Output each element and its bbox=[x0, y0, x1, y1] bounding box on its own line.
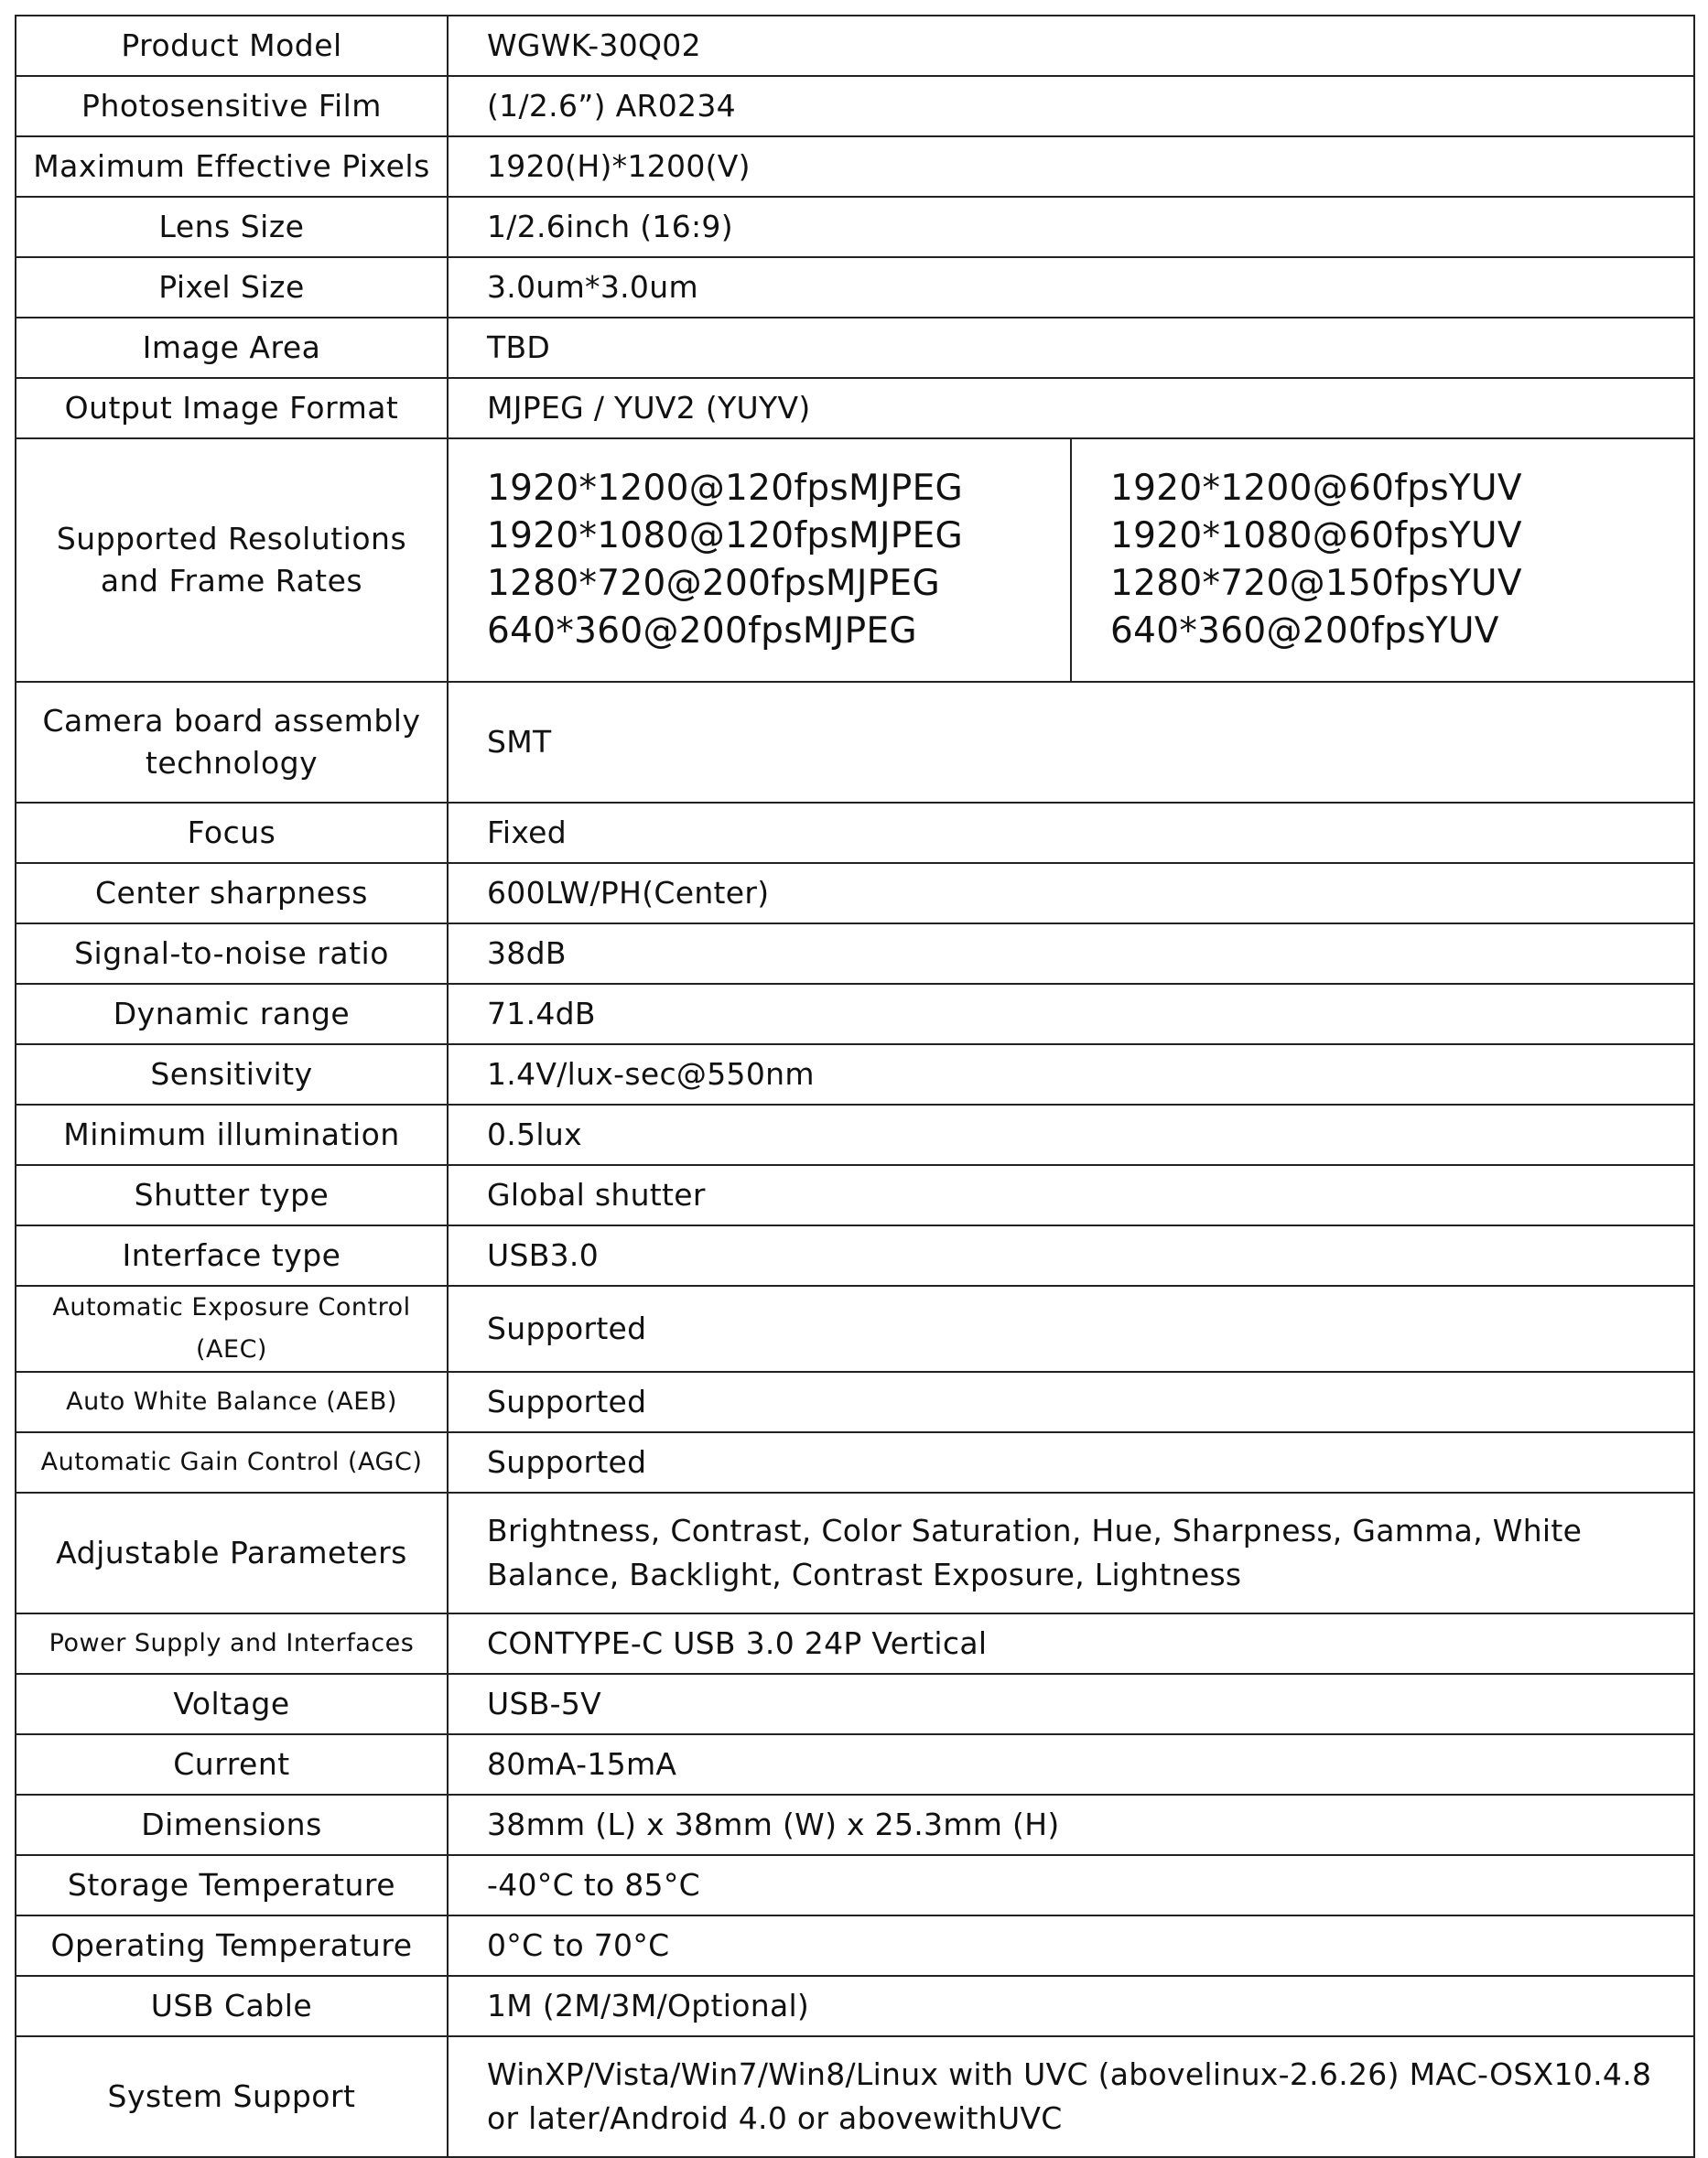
spec-value bbox=[448, 1493, 1694, 1613]
resolution-item: 640*360@200fpsMJPEG bbox=[487, 610, 917, 652]
spec-label: Auto White Balance (AEB) bbox=[16, 1372, 448, 1432]
spec-value: TBD bbox=[448, 318, 1694, 378]
spec-label: Current bbox=[16, 1734, 448, 1795]
table-row bbox=[16, 923, 1694, 984]
spec-value: Supported bbox=[448, 1372, 1694, 1432]
spec-label: USB Cable bbox=[16, 1976, 448, 2036]
table-row bbox=[16, 1432, 1694, 1493]
table-row bbox=[16, 984, 1694, 1044]
resolution-item: 1920*1200@120fpsMJPEG bbox=[487, 468, 964, 509]
spec-value: Supported bbox=[448, 1286, 1694, 1372]
resolution-item: 1920*1080@60fpsYUV bbox=[1110, 515, 1522, 556]
table-row bbox=[16, 136, 1694, 197]
spec-value: 600LW/PH(Center) bbox=[448, 863, 1694, 923]
spec-value: 0°C to 70°C bbox=[448, 1915, 1694, 1976]
spec-value: 1/2.6inch (16:9) bbox=[448, 197, 1694, 257]
spec-label: Product Model bbox=[16, 16, 448, 76]
table-row bbox=[16, 318, 1694, 378]
spec-label: Interface type bbox=[16, 1225, 448, 1286]
spec-value-line: WinXP/Vista/Win7/Win8/Linux with UVC (abovelinux-2.6.26) MAC-OSX10.4.8 bbox=[487, 2056, 1652, 2092]
spec-label: Lens Size bbox=[16, 197, 448, 257]
spec-label: Output Image Format bbox=[16, 378, 448, 438]
spec-value: (1/2.6”) AR0234 bbox=[448, 76, 1694, 136]
spec-value-line: Balance, Backlight, Contrast Exposure, Lightness bbox=[487, 1557, 1242, 1592]
spec-label: Minimum illumination bbox=[16, 1105, 448, 1165]
spec-label-line: and Frame Rates bbox=[100, 563, 363, 599]
spec-label: Sensitivity bbox=[16, 1044, 448, 1105]
spec-value: WGWK-30Q02 bbox=[448, 16, 1694, 76]
spec-label-line: Camera board assembly bbox=[42, 703, 421, 739]
spec-label: Shutter type bbox=[16, 1165, 448, 1225]
spec-value: 38mm (L) x 38mm (W) x 25.3mm (H) bbox=[448, 1795, 1694, 1855]
spec-label: Maximum Effective Pixels bbox=[16, 136, 448, 197]
spec-value: Supported bbox=[448, 1432, 1694, 1493]
spec-label: Automatic Gain Control (AGC) bbox=[16, 1432, 448, 1493]
spec-value: 38dB bbox=[448, 923, 1694, 984]
spec-value: MJPEG / YUV2 (YUYV) bbox=[448, 378, 1694, 438]
spec-table bbox=[15, 15, 1695, 2158]
spec-label: Storage Temperature bbox=[16, 1855, 448, 1915]
resolution-item: 1280*720@200fpsMJPEG bbox=[487, 563, 940, 604]
spec-value: 80mA-15mA bbox=[448, 1734, 1694, 1795]
spec-label: Photosensitive Film bbox=[16, 76, 448, 136]
spec-value: 71.4dB bbox=[448, 984, 1694, 1044]
table-row bbox=[16, 1795, 1694, 1855]
resolutions-grid bbox=[449, 439, 1693, 681]
resolution-item: 1280*720@150fpsYUV bbox=[1110, 563, 1522, 604]
table-row bbox=[16, 1734, 1694, 1795]
spec-value: USB3.0 bbox=[448, 1225, 1694, 1286]
spec-label: Signal-to-noise ratio bbox=[16, 923, 448, 984]
spec-value bbox=[448, 2036, 1694, 2157]
spec-label: Operating Temperature bbox=[16, 1915, 448, 1976]
table-row bbox=[16, 1225, 1694, 1286]
spec-value: CONTYPE-C USB 3.0 24P Vertical bbox=[448, 1613, 1694, 1674]
spec-label: Dimensions bbox=[16, 1795, 448, 1855]
table-row bbox=[16, 1286, 1694, 1372]
resolutions-cell bbox=[448, 438, 1694, 682]
spec-label-line: technology bbox=[145, 745, 319, 781]
table-row bbox=[16, 1915, 1694, 1976]
table-row bbox=[16, 1613, 1694, 1674]
spec-label: Focus bbox=[16, 803, 448, 863]
spec-value: SMT bbox=[448, 682, 1694, 803]
table-row bbox=[16, 76, 1694, 136]
spec-label-line: Supported Resolutions bbox=[56, 521, 407, 556]
table-row bbox=[16, 863, 1694, 923]
spec-value: -40°C to 85°C bbox=[448, 1855, 1694, 1915]
spec-value: 1920(H)*1200(V) bbox=[448, 136, 1694, 197]
spec-label: Center sharpness bbox=[16, 863, 448, 923]
spec-label bbox=[16, 438, 448, 682]
resolution-item: 640*360@200fpsYUV bbox=[1110, 610, 1499, 652]
table-row bbox=[16, 378, 1694, 438]
table-row bbox=[16, 257, 1694, 318]
table-row bbox=[16, 803, 1694, 863]
spec-label: Voltage bbox=[16, 1674, 448, 1734]
spec-value: USB-5V bbox=[448, 1674, 1694, 1734]
spec-label bbox=[16, 682, 448, 803]
table-row-resolutions bbox=[16, 438, 1694, 682]
spec-label: Automatic Exposure Control (AEC) bbox=[16, 1286, 448, 1372]
resolution-item: 1920*1200@60fpsYUV bbox=[1110, 468, 1522, 509]
yuv-column bbox=[1070, 439, 1693, 681]
spec-value: 1M (2M/3M/Optional) bbox=[448, 1976, 1694, 2036]
table-row bbox=[16, 682, 1694, 803]
resolution-item: 1920*1080@120fpsMJPEG bbox=[487, 515, 964, 556]
spec-value-line: Brightness, Contrast, Color Saturation, Hue, Sharpness, Gamma, White bbox=[487, 1513, 1583, 1548]
table-row bbox=[16, 2036, 1694, 2157]
spec-value: Global shutter bbox=[448, 1165, 1694, 1225]
spec-value: 0.5lux bbox=[448, 1105, 1694, 1165]
spec-value: 1.4V/lux-sec@550nm bbox=[448, 1044, 1694, 1105]
table-row bbox=[16, 16, 1694, 76]
table-row bbox=[16, 197, 1694, 257]
table-row bbox=[16, 1855, 1694, 1915]
spec-label: Pixel Size bbox=[16, 257, 448, 318]
spec-label: Image Area bbox=[16, 318, 448, 378]
table-row bbox=[16, 1105, 1694, 1165]
table-row bbox=[16, 1044, 1694, 1105]
spec-label: System Support bbox=[16, 2036, 448, 2157]
spec-value: Fixed bbox=[448, 803, 1694, 863]
table-row bbox=[16, 1674, 1694, 1734]
spec-label: Dynamic range bbox=[16, 984, 448, 1044]
spec-value-line: or later/Android 4.0 or abovewithUVC bbox=[487, 2100, 1063, 2136]
mjpeg-column bbox=[449, 439, 1070, 681]
table-row bbox=[16, 1976, 1694, 2036]
table-row bbox=[16, 1165, 1694, 1225]
spec-label: Power Supply and Interfaces bbox=[16, 1613, 448, 1674]
table-row bbox=[16, 1372, 1694, 1432]
spec-value: 3.0um*3.0um bbox=[448, 257, 1694, 318]
spec-label: Adjustable Parameters bbox=[16, 1493, 448, 1613]
table-row bbox=[16, 1493, 1694, 1613]
